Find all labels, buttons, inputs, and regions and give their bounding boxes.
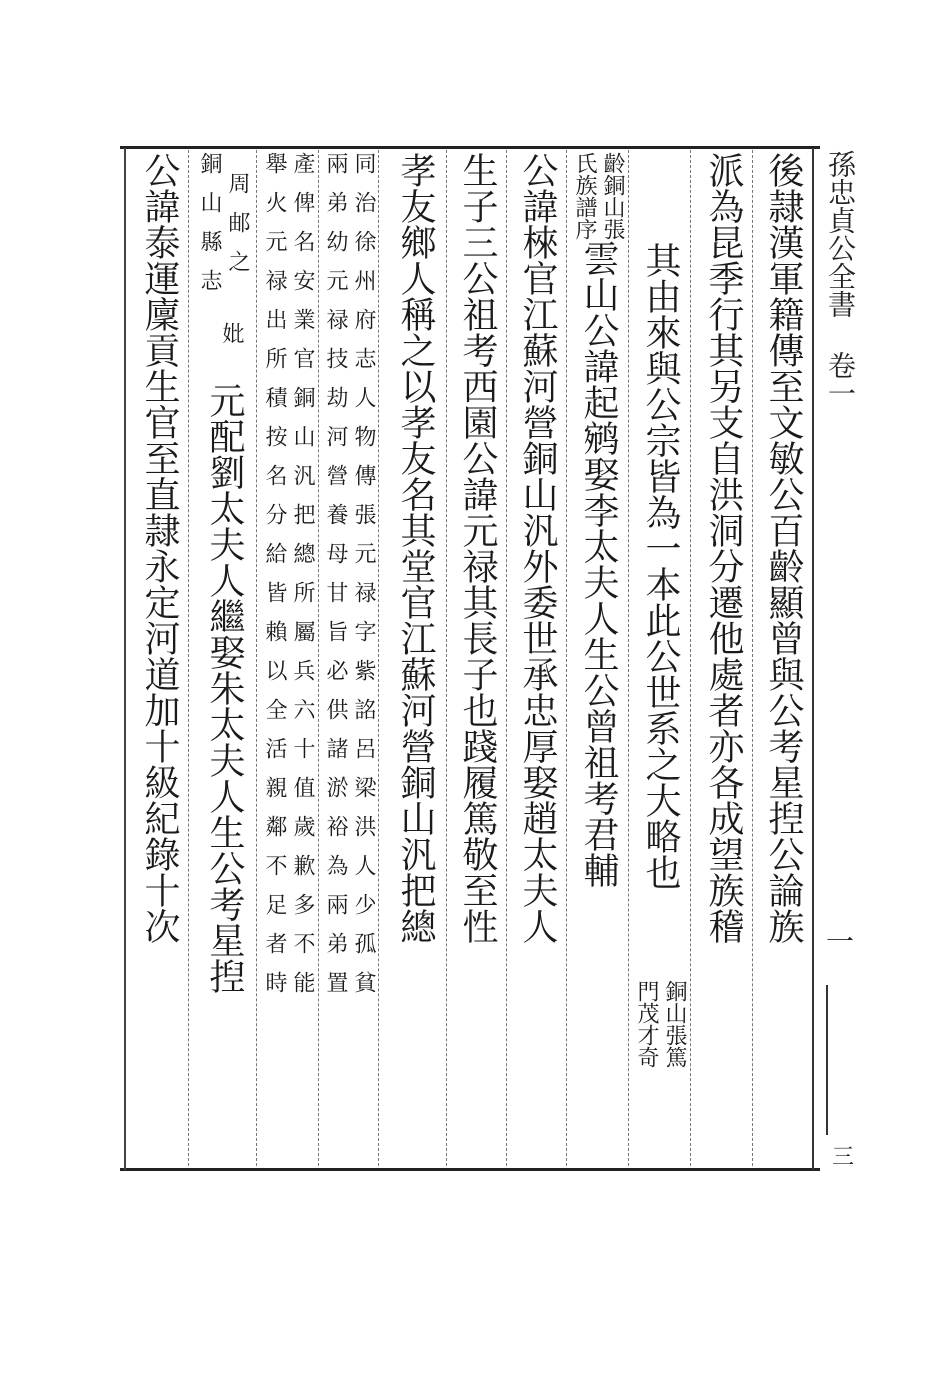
annotation-pair: [261, 152, 315, 1010]
annotation-right: 銅山張篤: [662, 980, 687, 1068]
column-rule: [566, 150, 568, 1166]
annotation-right: 齡銅山張: [600, 152, 625, 240]
column-rule: [446, 150, 448, 1166]
text-column-9: [258, 152, 318, 1164]
column-rule: [506, 150, 508, 1166]
frame-top-line: [120, 146, 820, 149]
column-rule: [690, 150, 692, 1166]
text-column-12: [132, 152, 186, 1164]
column-text: 公諱泰運廩貢生官至直隷永定河道加十級紀錄十次: [139, 152, 180, 944]
text-column-2: [696, 152, 750, 1164]
text-column-11: [194, 382, 254, 1394]
margin-section-mark: 一: [826, 925, 855, 958]
column-text: 孝友鄉人稱之以孝友名其堂官江蘇河營銅山汎把總: [395, 152, 436, 944]
text-column-5: [510, 152, 564, 1164]
column-text: 派為昆季行其另支自洪洞分遷他處者亦各成望族稽: [703, 152, 744, 944]
text-column-8: [320, 152, 378, 1164]
text-column-4: [570, 152, 626, 1164]
frame-right-line: [812, 148, 814, 1170]
column-text: 生子三公祖考西園公諱元禄其長子也踐履篤敬至性: [457, 152, 498, 944]
text-column-7: [386, 152, 444, 1164]
annotation-left: 門茂才奇: [634, 980, 659, 1068]
column-text: 公諱棶官江蘇河營銅山汎外委世承忠厚娶趙太夫人: [517, 152, 558, 944]
text-column-3: [632, 152, 688, 1164]
annotation-pair: [196, 152, 250, 308]
annotation-right: 同治徐州府志人物傳張元禄字紫詺呂梁洪人少孤貧: [351, 152, 376, 1010]
margin-bracket: [826, 985, 828, 1135]
annotation-left: 氏族譜序: [572, 152, 597, 240]
column-text: 元配劉太夫人繼娶朱太夫人生公考星揑: [204, 382, 245, 994]
column-rule: [628, 150, 630, 1166]
annotation-pair: [633, 980, 687, 1068]
column-rule: [752, 150, 754, 1166]
annotation-right: 產俾名安業官銅山汎把總所屬兵六十值歲歉多不能: [290, 152, 315, 1010]
margin-page-mark: 三: [832, 1145, 855, 1170]
annotation-pair: [322, 152, 376, 1010]
column-text: 後隷漢軍籍傳至文敏公百齡顯曾與公考星揑公論族: [763, 152, 804, 944]
text-column-6: [450, 152, 504, 1164]
column-text: 雲山公諱起鹓娶李太夫人生公曾祖考君輔: [578, 240, 619, 888]
annotation-left: 銅山縣志: [197, 152, 222, 308]
column-text: 其由來與公宗皆為一本此公世系之大略也: [640, 242, 681, 890]
frame-left-line: [124, 148, 126, 1170]
text-column-1: [758, 152, 808, 1164]
annotation-left: 舉火元禄出所積按名分給皆賴以全活親鄰不足者時: [262, 152, 287, 1010]
column-rule: [188, 150, 190, 1166]
annotation-tail: 妣: [219, 322, 244, 344]
annotation-pair: [571, 152, 625, 240]
margin-header: 孫忠貞公全書 卷一: [824, 150, 857, 407]
annotation-left: 兩弟幼元禄技劫河營養母甘旨必供諸淤裕為兩弟置: [323, 152, 348, 1010]
column-rule: [378, 150, 380, 1166]
annotation-right: 周邮之: [225, 171, 250, 289]
